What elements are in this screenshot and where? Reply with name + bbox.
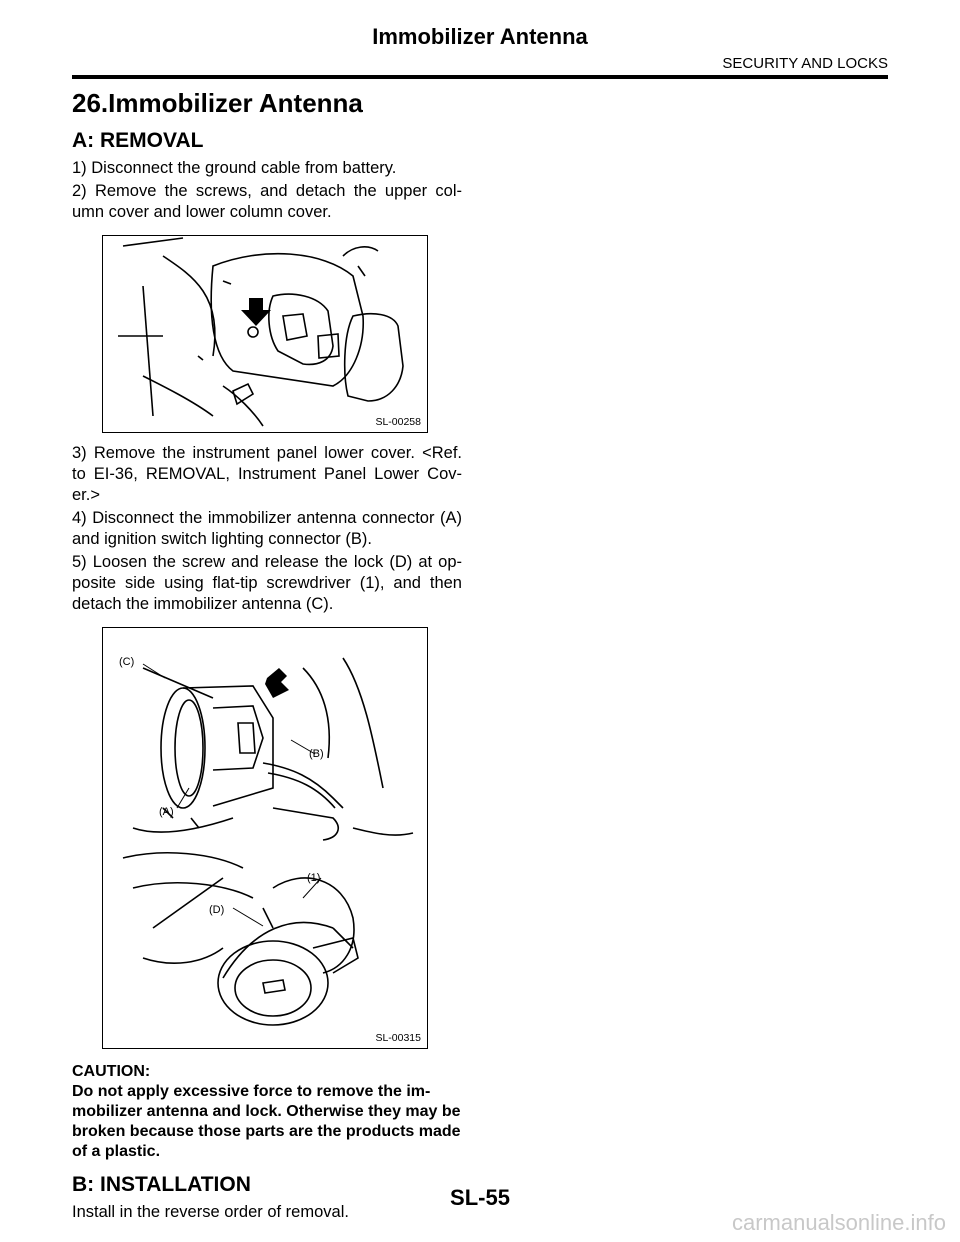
caution-label: CAUTION: — [72, 1063, 151, 1080]
main-column — [72, 88, 462, 1225]
figure-antenna — [102, 627, 428, 1049]
page-header-section: SECURITY AND LOCKS — [722, 55, 888, 72]
removal-step: 1) Disconnect the ground cable from battery. — [72, 159, 397, 177]
installation-text: Install in the reverse order of removal. — [72, 1203, 349, 1221]
header-rule — [72, 75, 888, 79]
removal-step: 3) Remove the instrument panel lower cover. <Ref. to EI-36, REMOVAL, Instrument Panel Lower Cov- er.> — [72, 444, 462, 504]
removal-step: 2) Remove the screws, and detach the upper col- umn cover and lower column cover. — [72, 182, 462, 221]
callout-label: (D) — [209, 904, 225, 916]
callout-label: (1) — [307, 872, 321, 884]
removal-step: 5) Loosen the screw and release the lock (D) at op- posite side using flat-tip screwdriver (1), and then detach the immobilizer antenna (C). — [72, 553, 462, 613]
callout-label: (A) — [159, 806, 174, 818]
caution-text: Do not apply excessive force to remove the im- mobilizer antenna and lock. Otherwise they may be broken because those parts are the products made of a plastic. — [72, 1083, 461, 1160]
document-title: 26.Immobilizer Antenna — [72, 88, 363, 118]
removal-step: 4) Disconnect the immobilizer antenna connector (A) and ignition switch lighting connector (B). — [72, 509, 462, 548]
figure-column-covers — [102, 235, 428, 433]
removal-heading: A: REMOVAL — [72, 129, 204, 152]
installation-heading: B: INSTALLATION — [72, 1173, 251, 1196]
watermark: carmanualsonline.info — [731, 1210, 946, 1235]
antenna-illustration — [103, 628, 427, 1048]
figure-code: SL-00315 — [375, 1032, 421, 1044]
callout-label: (B) — [309, 748, 324, 760]
column-cover-illustration — [103, 236, 427, 432]
figure-code: SL-00258 — [375, 416, 421, 428]
callout-label: (C) — [119, 656, 135, 668]
page-header-title: Immobilizer Antenna — [372, 24, 588, 49]
page-number: SL-55 — [450, 1185, 510, 1210]
